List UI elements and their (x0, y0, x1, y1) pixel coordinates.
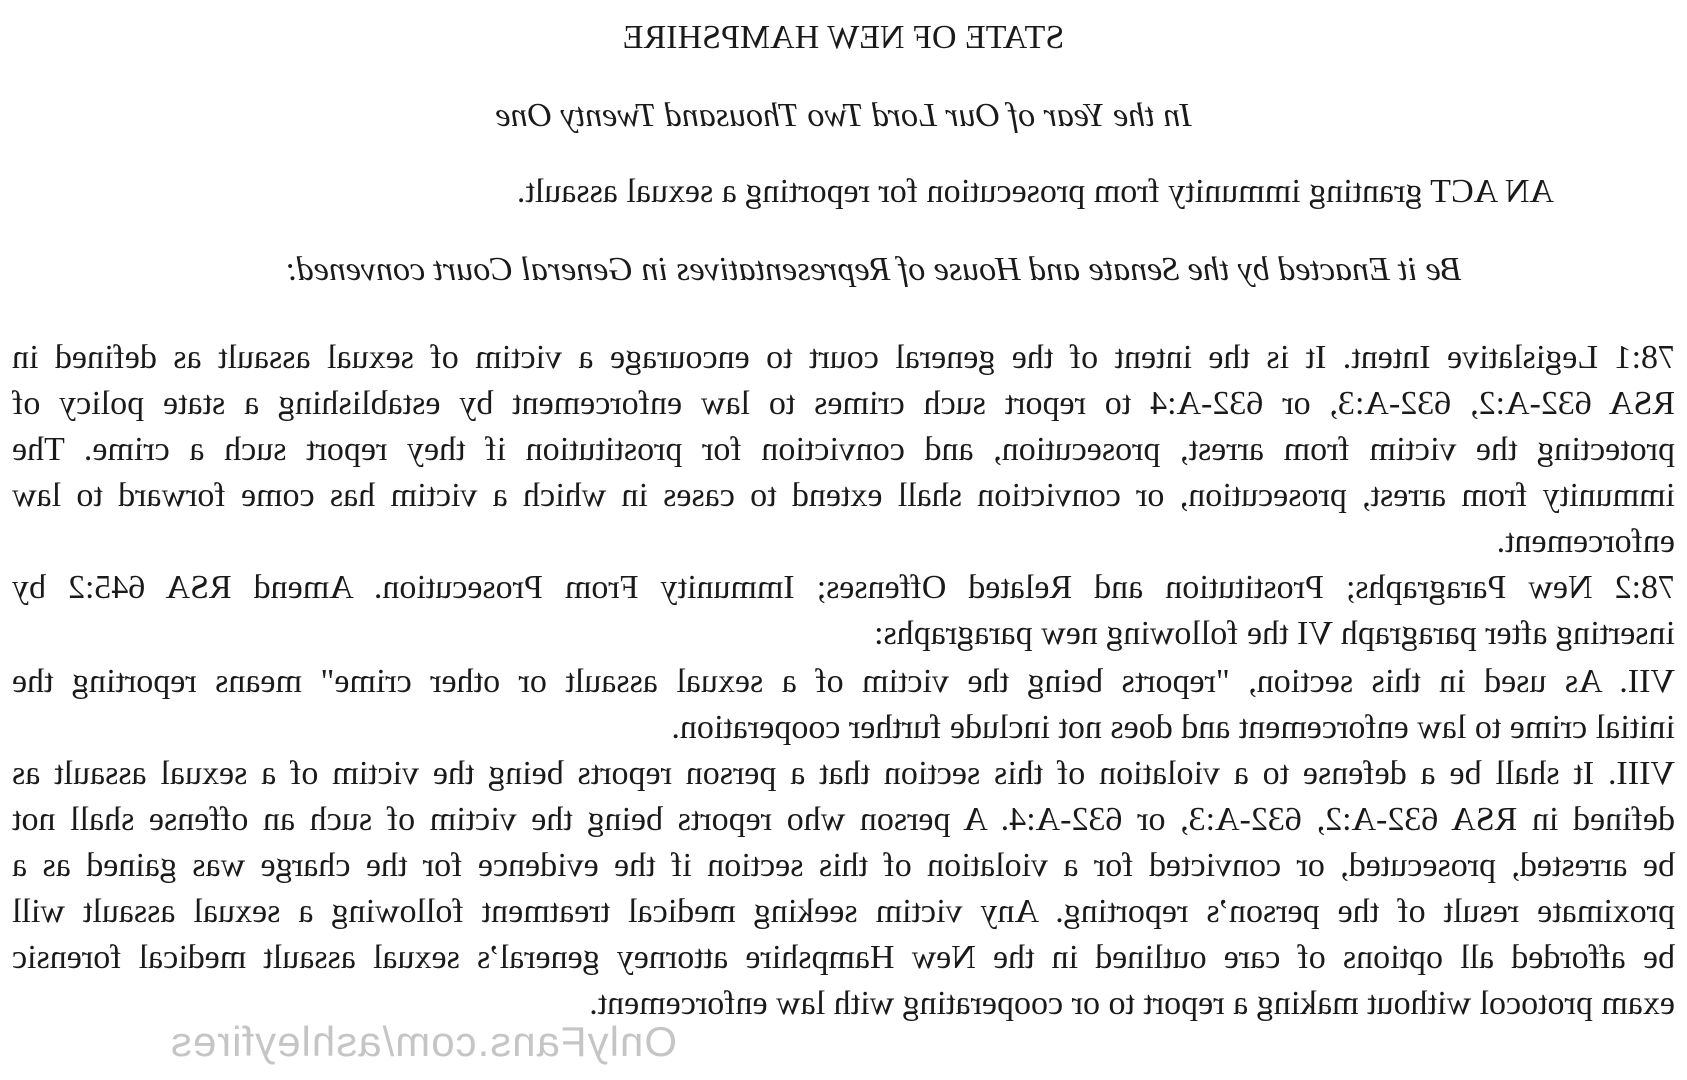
body-line: exam protocol without making a report to or cooperating with law enforcement. (589, 985, 1675, 1022)
act-title: AN ACT granting immunity from prosecution for reporting a sexual assault. (516, 173, 1554, 210)
document-year-line: In the Year of Our Lord Two Thousand Twenty One (495, 97, 1192, 134)
body-line: VIII. It shall be a defense to a violation of this section that a person reports being the victim of a sexual assault as (12, 755, 1675, 792)
body-line: enforcement. (1496, 523, 1675, 560)
body-line: immunity from arrest, prosecution, or conviction shall extend to cases in which a victim has come forward to law (12, 477, 1675, 514)
body-line: VII. As used in this section, "reports being the victim of a sexual assault or other crime" means reporting the (12, 663, 1675, 700)
body-line: 78:2 New Paragraphs; Prostitution and Related Offenses; Immunity From Prosecution. Amend RSA 645:2 by (12, 569, 1675, 606)
body-line: 78:1 Legislative Intent. It is the intent of the general court to encourage a victim of sexual assault as defined in (12, 339, 1675, 376)
body-line: initial crime to law enforcement and does not include further cooperation. (671, 709, 1675, 746)
document-state-heading: STATE OF NEW HAMPSHIRE (622, 19, 1065, 56)
body-line: be arrested, prosecuted, or convicted for a violation of this section if the evidence for the charge was gained as a (12, 847, 1675, 884)
enacting-clause: Be it Enacted by the Senate and House of Representatives in General Court convened: (285, 251, 1462, 288)
body-line: be afforded all options of care outlined in the New Hampshire attorney general’s sexual assault medical forensic (12, 939, 1675, 976)
body-line: proximate result of the person’s reporting. Any victim seeking medical treatment following a sexual assault will (12, 893, 1675, 930)
body-line: protecting the victim from arrest, prosecution, and conviction for prostitution if they report such a crime. The (12, 431, 1675, 468)
body-line: RSA 632-A:2, 632-A:3, or 632-A:4 to report such crimes to law enforcement by establishing a state policy of (12, 385, 1675, 422)
body-line: defined in RSA 632-A:2, 632-A:3, or 632-A:4. A person who reports being the victim of such an offense shall not (12, 801, 1675, 838)
watermark-text: OnlyFans.com/ashleyfires (169, 1018, 677, 1065)
body-line: inserting after paragraph VI the following new paragraphs: (874, 615, 1675, 652)
